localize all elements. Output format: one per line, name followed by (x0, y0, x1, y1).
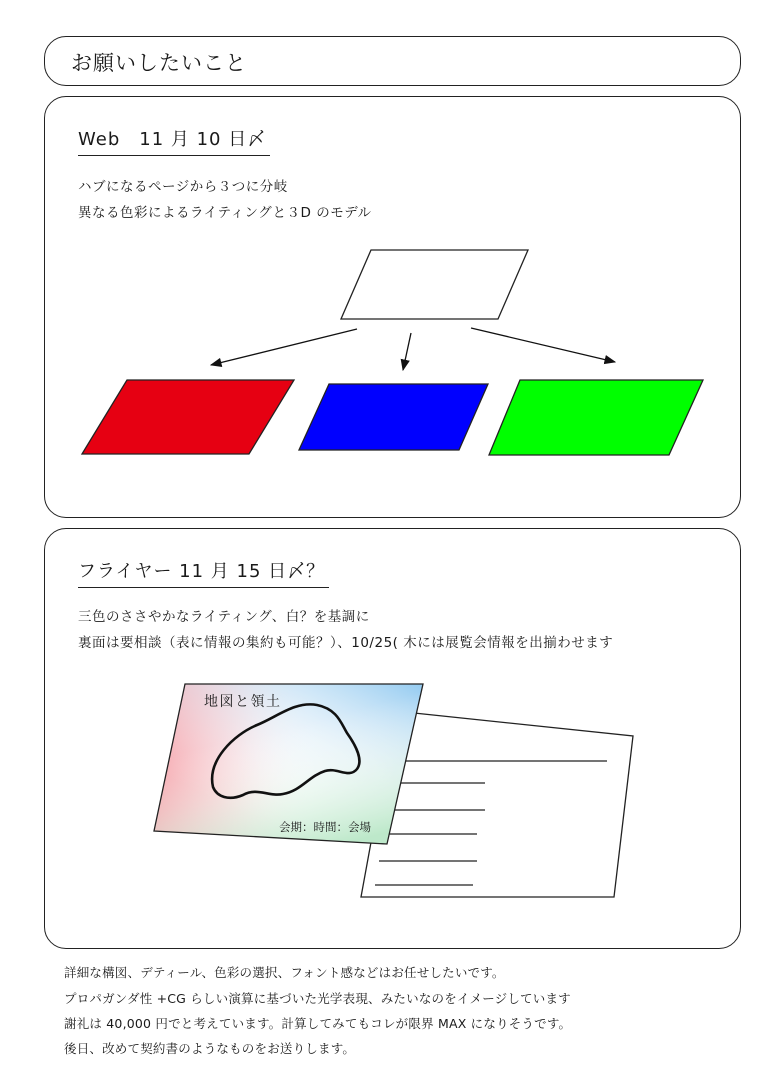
flyer-line-2: 裏面は要相談（表に情報の集約も可能？）、10/25( 木には展覧会情報を出揃わせます (78, 635, 614, 651)
red-page-shape (82, 380, 294, 454)
note-1: 詳細な構図、デティール、色彩の選択、フォント感などはお任せしたいです。 (64, 965, 505, 980)
arrow-middle (403, 333, 411, 370)
web-line-2: 異なる色彩によるライティングと３D のモデル (78, 205, 372, 221)
web-heading: Web 11 月 10 日〆 (78, 125, 270, 156)
note-2: プロパガンダ性 +CG らしい演算に基づいた光学表現、みたいなのをイメージしています (64, 991, 571, 1006)
note-4: 後日、改めて契約書のようなものをお送りします。 (64, 1041, 356, 1056)
note-3: 謝礼は 40,000 円でと考えています。計算してみてもコレが限界 MAX になりそうです。 (64, 1016, 572, 1031)
green-page-shape (489, 380, 703, 455)
flyer-heading: フライヤー 11 月 15 日〆？ (78, 557, 329, 588)
arrow-right (471, 328, 615, 362)
blue-page-shape (299, 384, 488, 450)
hub-page-shape (341, 250, 528, 319)
card-title: 地図と領土 (204, 694, 282, 710)
flyer-section (44, 528, 741, 949)
flyer-line-1: 三色のささやかなライティング、白？を基調に (78, 609, 370, 625)
web-line-1: ハブになるページから３つに分岐 (78, 179, 288, 195)
hub-diagram (45, 97, 742, 519)
card-caption: 会期：時間：会場 (279, 820, 371, 834)
title-box (44, 36, 741, 86)
arrow-left (211, 329, 357, 365)
web-section (44, 96, 741, 518)
flyer-diagram (45, 529, 742, 950)
page-title: お願いしたいこと (71, 51, 247, 75)
